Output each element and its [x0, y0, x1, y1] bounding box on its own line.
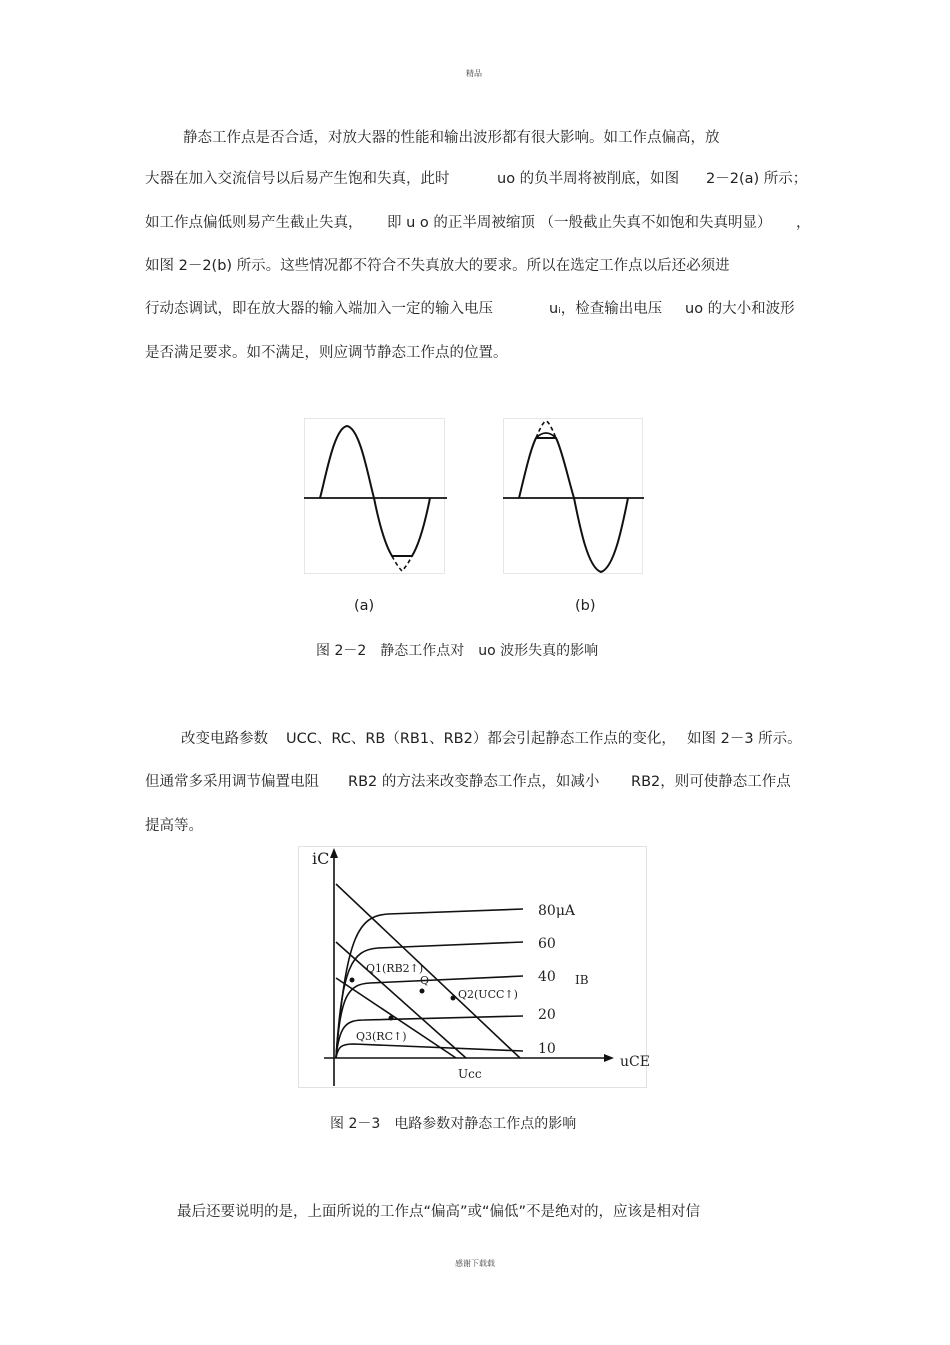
curve-10	[336, 1044, 523, 1058]
ucc-label: Ucc	[458, 1067, 482, 1081]
para1-line1: 静态工作点是否合适，对放大器的性能和输出波形都有很大影响。如工作点偏高，放	[183, 130, 720, 146]
para1-line2b: uo 的负半周将被削底，如图	[497, 171, 680, 187]
curve-label-60: 60	[538, 936, 556, 952]
curve-label-80: 80μA	[538, 903, 576, 919]
curve-label-10: 10	[538, 1041, 556, 1057]
q3-label: Q3(RC↑)	[356, 1030, 407, 1043]
curve-label-40: 40	[538, 969, 556, 985]
para2-line1a: 改变电路参数	[181, 731, 268, 747]
figure1-caption: 图 2－2 静态工作点对 uo 波形失真的影响	[316, 643, 599, 659]
page-footer: 感谢下载载	[455, 1259, 495, 1268]
q1-label: Q1(RB2↑)	[366, 962, 424, 975]
para2-line1c: 如图 2－3 所示。	[687, 731, 802, 747]
q2-label: Q2(UCC↑)	[458, 988, 518, 1001]
para1-line3b: 即 u o 的正半周被缩顶 （一般截止失真不如饱和失真明显）	[387, 215, 772, 231]
para1-line2a: 大器在加入交流信号以后易产生饱和失真，此时	[145, 171, 450, 187]
para1-line3c: ，	[796, 215, 811, 231]
para2-line1b: UCC、RC、RB（RB1、RB2）都会引起静态工作点的变化，	[286, 731, 676, 747]
figure-load-line-chart	[298, 846, 650, 1090]
page-header: 精品	[466, 69, 482, 78]
para1-line5c: uo 的大小和波形	[685, 301, 795, 317]
para2-line3: 提高等。	[145, 818, 203, 834]
q3-point	[389, 1016, 394, 1021]
para1-line4: 如图 2－2(b) 所示。这些情况都不符合不失真放大的要求。所以在选定工作点以后还必须进	[145, 258, 730, 274]
figure2-caption: 图 2－3 电路参数对静态工作点的影响	[330, 1116, 577, 1132]
q-label: Q	[420, 974, 430, 987]
para1-line5a: 行动态调试，即在放大器的输入端加入一定的输入电压	[145, 301, 493, 317]
q2-point	[451, 996, 456, 1001]
q-point	[420, 989, 425, 994]
waveform-a	[304, 426, 447, 571]
para1-line6: 是否满足要求。如不满足，则应调节静态工作点的位置。	[145, 345, 508, 361]
para2-line2a: 但通常多采用调节偏置电阻	[145, 774, 319, 790]
figure-waveform-distortion	[304, 418, 644, 576]
para2-line2c: RB2，则可使静态工作点	[631, 774, 791, 790]
para1-line2c: 2－2(a) 所示；	[706, 171, 808, 187]
curve-label-20: 20	[538, 1007, 556, 1023]
q1-point	[350, 978, 355, 983]
para1-line3a: 如工作点偏低则易产生截止失真，	[145, 215, 363, 231]
x-axis-arrow-icon	[604, 1054, 614, 1062]
ib-label: IB	[575, 973, 589, 987]
para1-line5b: uᵢ，检查输出电压	[549, 301, 663, 317]
para3-line1: 最后还要说明的是，上面所说的工作点“偏高”或“偏低”不是绝对的，应该是相对信	[177, 1204, 701, 1220]
y-axis-arrow-icon	[330, 848, 338, 858]
x-axis-label: uCE	[620, 1054, 650, 1070]
figure1-label-a: (a)	[354, 598, 375, 614]
figure1-label-b: (b)	[575, 598, 596, 614]
para2-line2b: RB2 的方法来改变静态工作点，如减小	[348, 774, 600, 790]
y-axis-label: iC	[312, 849, 330, 868]
waveform-b	[503, 421, 644, 572]
